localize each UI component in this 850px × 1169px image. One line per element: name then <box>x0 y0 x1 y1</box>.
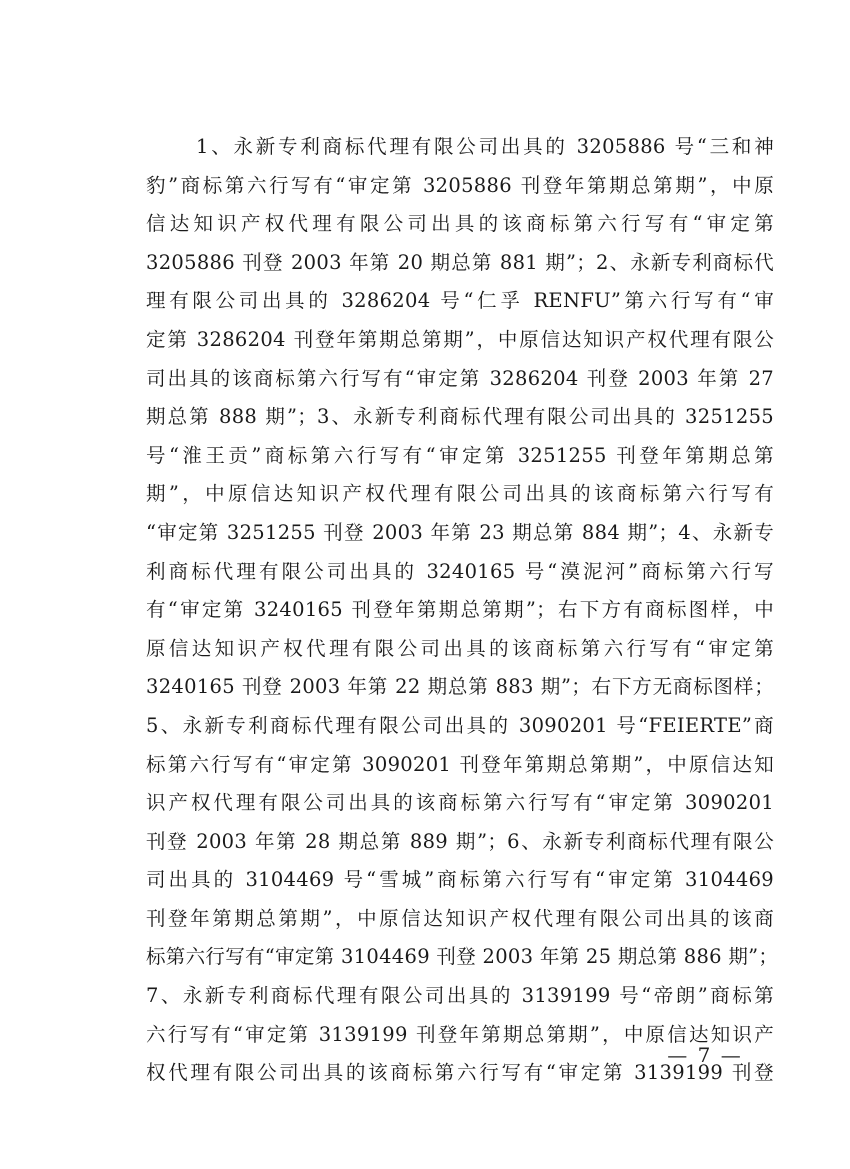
text-line: 标第六行写有“审定第 3090201 刊登年第期总第期”，中原信达知 <box>146 752 774 776</box>
page-number: — 7 — <box>667 1043 743 1067</box>
text-line: 1、永新专利商标代理有限公司出具的 3205886 号“三和神 <box>196 135 774 158</box>
text-line: 刊登 2003 年第 28 期总第 889 期”；6、永新专利商标代理有限公 <box>146 829 774 853</box>
text-line: 识产权代理有限公司出具的该商标第六行写有“审定第 3090201 <box>146 791 774 815</box>
text-line: 7、永新专利商标代理有限公司出具的 3139199 号“帝朗”商标第 <box>146 984 774 1008</box>
text-line: 有“审定第 3240165 刊登年第期总第期”；右下方有商标图样，中 <box>146 598 774 622</box>
text-line: 司出具的 3104469 号“雪城”商标第六行写有“审定第 3104469 <box>146 868 774 892</box>
text-line: 权代理有限公司出具的该商标第六行写有“审定第 3139199 刊登 <box>146 1061 774 1085</box>
text-line: 利商标代理有限公司出具的 3240165 号“漠泥河”商标第六行写 <box>146 559 774 583</box>
text-line: 理有限公司出具的 3286204 号“仁孚 RENFU”第六行写有“审 <box>146 289 774 313</box>
text-line: 豹”商标第六行写有“审定第 3205886 刊登年第期总第期”，中原 <box>146 173 774 197</box>
text-line: 期”，中原信达知识产权代理有限公司出具的该商标第六行写有 <box>146 482 774 506</box>
text-line: 标第六行写有“审定第 3104469 刊登 2003 年第 25 期总第 886 期”； <box>146 945 779 969</box>
text-line: 刊登年第期总第期”，中原信达知识产权代理有限公司出具的该商 <box>146 906 774 930</box>
text-line: 司出具的该商标第六行写有“审定第 3286204 刊登 2003 年第 27 <box>146 366 774 390</box>
text-line: 六行写有“审定第 3139199 刊登年第期总第期”，中原信达知识产 <box>146 1022 774 1046</box>
text-line: 号“淮王贡”商标第六行写有“审定第 3251255 刊登年第期总第 <box>146 443 774 467</box>
text-line: 信达知识产权代理有限公司出具的该商标第六行写有“审定第 <box>146 212 774 236</box>
text-line: “审定第 3251255 刊登 2003 年第 23 期总第 884 期”；4、永新专 <box>146 520 774 544</box>
text-line: 3205886 刊登 2003 年第 20 期总第 881 期”；2、永新专利商标代 <box>146 250 774 274</box>
text-line: 3240165 刊登 2003 年第 22 期总第 883 期”；右下方无商标图样； <box>146 675 774 699</box>
text-line: 原信达知识产权代理有限公司出具的该商标第六行写有“审定第 <box>146 636 774 660</box>
text-line: 定第 3286204 刊登年第期总第期”，中原信达知识产权代理有限公 <box>146 327 774 351</box>
text-line: 5、永新专利商标代理有限公司出具的 3090201 号“FEIERTE”商 <box>146 713 774 737</box>
body-paragraph <box>146 128 779 1093</box>
text-line: 期总第 888 期”；3、永新专利商标代理有限公司出具的 3251255 <box>146 405 774 429</box>
